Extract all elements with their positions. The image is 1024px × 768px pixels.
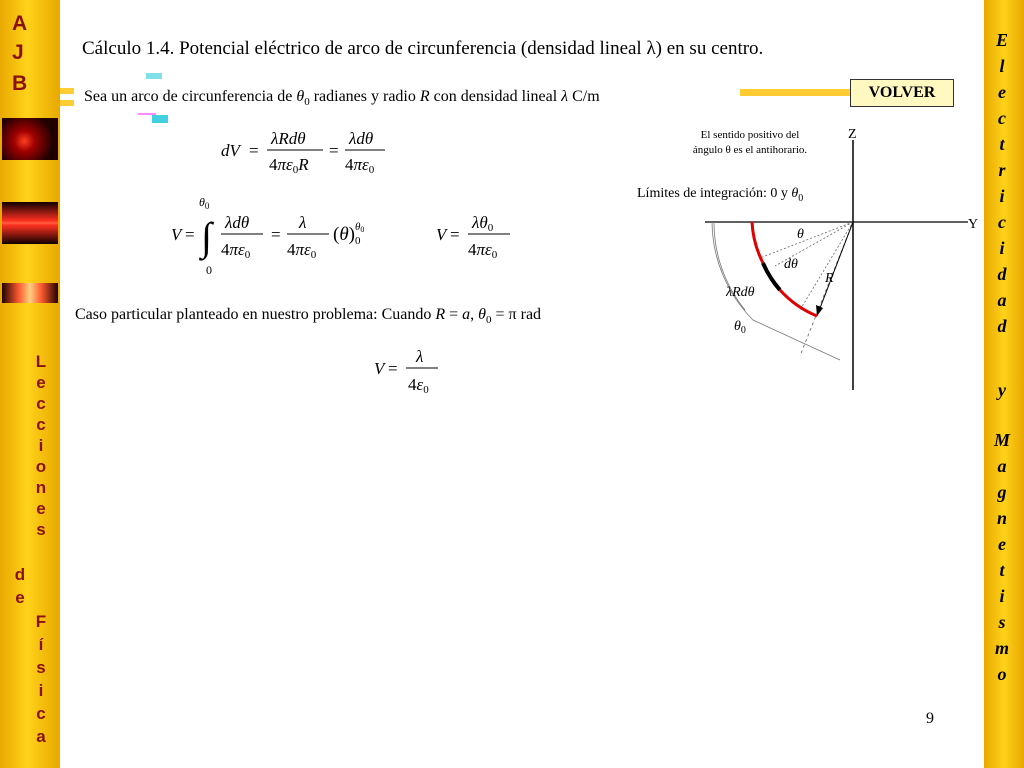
sidebar-letter: c — [36, 415, 46, 434]
left-sidebar — [0, 0, 60, 768]
sidebar-letter: d — [997, 264, 1007, 284]
lambda-symbol: λ — [561, 88, 569, 105]
svg-text:dV: dV — [221, 141, 240, 160]
svg-text:(θ): (θ) — [333, 224, 355, 245]
sidebar-letter: o — [35, 457, 47, 476]
radius-label: R — [825, 271, 834, 286]
dtheta-label: dθ — [784, 257, 798, 272]
radius-arrow — [817, 222, 853, 316]
sidebar-letter: e — [998, 82, 1006, 102]
radius-symbol: R — [419, 88, 430, 105]
sidebar-letter: F — [35, 612, 47, 631]
svg-text:λdθ: λdθ — [349, 129, 374, 148]
sidebar-letter: m — [994, 638, 1009, 658]
logo-letter-b: B — [12, 72, 28, 95]
sidebar-letter: i — [38, 436, 44, 455]
sidebar-letter: M — [993, 430, 1010, 450]
caso-particular-text — [75, 306, 541, 326]
intro-text — [84, 88, 600, 108]
sidebar-letter: n — [35, 478, 47, 497]
arc-element-black — [763, 263, 780, 290]
a-symbol: a — [462, 306, 471, 323]
thumbnail-image-3 — [2, 283, 58, 303]
sidebar-letter: e — [36, 373, 46, 392]
thumbnail-image-2 — [2, 202, 58, 244]
svg-text:V: V — [171, 225, 182, 244]
sidebar-letter: e — [36, 499, 46, 518]
subscript: 0 — [486, 314, 492, 327]
svg-text:θ0: θ0 — [355, 221, 365, 234]
sidebar-letter: a — [36, 727, 46, 746]
charged-arc-red — [752, 222, 763, 263]
equation-dv — [215, 122, 405, 182]
intro-part: radianes y radio — [309, 88, 420, 105]
arc-diagram — [690, 120, 990, 395]
caso-part: = π rad — [491, 306, 542, 323]
sidebar-letter: t — [999, 560, 1005, 580]
equation-v-integral — [165, 188, 380, 278]
decorative-mark — [60, 100, 74, 106]
subscript: 0 — [304, 96, 310, 109]
sidebar-letter: i — [999, 238, 1005, 258]
theta-label: θ — [797, 227, 804, 242]
svg-text:4πε0: 4πε0 — [468, 240, 498, 261]
intro-part: Sea un arco de circunferencia de — [84, 88, 297, 105]
caso-part: = — [445, 306, 463, 323]
svg-text:λRdθ: λRdθ — [271, 129, 306, 148]
caso-part: Caso particular planteado en nuestro problema: Cuando — [75, 306, 436, 323]
sidebar-letter: y — [998, 380, 1006, 400]
svg-text:4ε0: 4ε0 — [408, 375, 429, 396]
sidebar-letter: d — [14, 565, 26, 584]
z-axis-label: Z — [848, 127, 857, 142]
sidebar-letter: s — [36, 520, 46, 539]
theta-symbol: θ — [791, 186, 799, 201]
svg-text:=: = — [185, 225, 195, 244]
svg-text:λ: λ — [299, 213, 307, 232]
svg-text:0: 0 — [206, 263, 212, 277]
page-title: Cálculo 1.4. Potencial eléctrico de arco de circunferencia (densidad lineal λ) en su centro. — [82, 38, 764, 59]
svg-text:θ0: $\theta_0$ — [199, 195, 210, 211]
sidebar-letter: í — [38, 635, 44, 654]
sidebar-letter: i — [999, 186, 1005, 206]
decorative-bar — [740, 89, 852, 96]
theta-symbol: θ — [478, 306, 487, 323]
thumbnail-image-1 — [2, 118, 58, 160]
svg-text:0: 0 — [355, 235, 361, 247]
svg-text:V: V — [436, 225, 447, 244]
caso-part: , — [470, 306, 479, 323]
sidebar-letter: o — [997, 664, 1007, 684]
logo-letter-a: A — [12, 12, 28, 35]
theta0-symbol: θ — [734, 319, 741, 334]
sidebar-letter: c — [998, 212, 1006, 232]
note-line: El sentido positivo del — [700, 129, 800, 141]
svg-text:4πε0: 4πε0 — [221, 240, 251, 261]
lambda-rdtheta-label: λRdθ — [726, 285, 755, 300]
svg-text:=: = — [388, 359, 398, 378]
dashed-ray — [800, 222, 853, 310]
logo-letter-j: J — [12, 41, 24, 64]
decorative-mark — [152, 115, 168, 123]
svg-text:=: = — [329, 141, 339, 160]
decorative-mark — [146, 73, 162, 79]
svg-text:V: V — [374, 359, 385, 378]
sidebar-letter: c — [36, 704, 46, 723]
equation-v-particular — [370, 342, 450, 402]
sidebar-letter: d — [997, 316, 1007, 336]
sidebar-letter: a — [997, 290, 1007, 310]
charged-arc-red — [780, 290, 817, 316]
sidebar-letter: i — [38, 681, 44, 700]
sidebar-letter: r — [998, 160, 1006, 180]
equation-v-result — [432, 206, 522, 266]
svg-text:=: = — [271, 225, 281, 244]
page-number: 9 — [926, 710, 934, 727]
limits-part: Límites de integración: 0 y — [637, 186, 792, 201]
svg-text:λθ0: λθ0 — [472, 213, 494, 234]
sidebar-letter: g — [997, 482, 1007, 502]
sidebar-letter: s — [998, 612, 1006, 632]
arrow-head — [816, 305, 823, 316]
svg-text:4πε0R: 4πε0R — [269, 155, 309, 176]
svg-text:=: = — [249, 141, 259, 160]
svg-text:λ: λ — [416, 347, 424, 366]
sidebar-letter: E — [995, 30, 1008, 50]
y-axis-label: Y — [968, 217, 979, 232]
subscript: 0 — [798, 192, 804, 204]
theta-symbol: θ — [296, 88, 305, 105]
radius-symbol: R — [435, 306, 446, 323]
sidebar-letter: l — [999, 56, 1005, 76]
sidebar-letter: a — [997, 456, 1007, 476]
svg-text:4πε0: 4πε0 — [345, 155, 375, 176]
sidebar-letter: L — [35, 352, 47, 371]
sidebar-letter: c — [36, 394, 46, 413]
svg-text:4πε0: 4πε0 — [287, 240, 317, 261]
sidebar-letter: c — [998, 108, 1006, 128]
note-line: ángulo θ es el antihorario. — [692, 144, 808, 156]
dashed-ray — [760, 222, 853, 258]
intro-part: con densidad lineal — [429, 88, 562, 105]
theta0-subscript: 0 — [740, 325, 746, 336]
svg-text:λdθ: λdθ — [225, 213, 250, 232]
volver-button[interactable]: VOLVER — [850, 79, 954, 107]
decorative-mark — [60, 88, 74, 94]
intro-part: C/m — [568, 88, 600, 105]
sidebar-letter: t — [999, 134, 1005, 154]
sidebar-letter: i — [999, 586, 1005, 606]
svg-text:=: = — [450, 225, 460, 244]
theta0-label — [734, 319, 746, 336]
sidebar-letter: s — [36, 658, 46, 677]
sidebar-letter: e — [15, 588, 25, 607]
svg-text:∫: ∫ — [201, 214, 212, 259]
sidebar-letter: e — [998, 534, 1006, 554]
sidebar-letter: n — [996, 508, 1007, 528]
decorative-mark — [138, 113, 156, 115]
